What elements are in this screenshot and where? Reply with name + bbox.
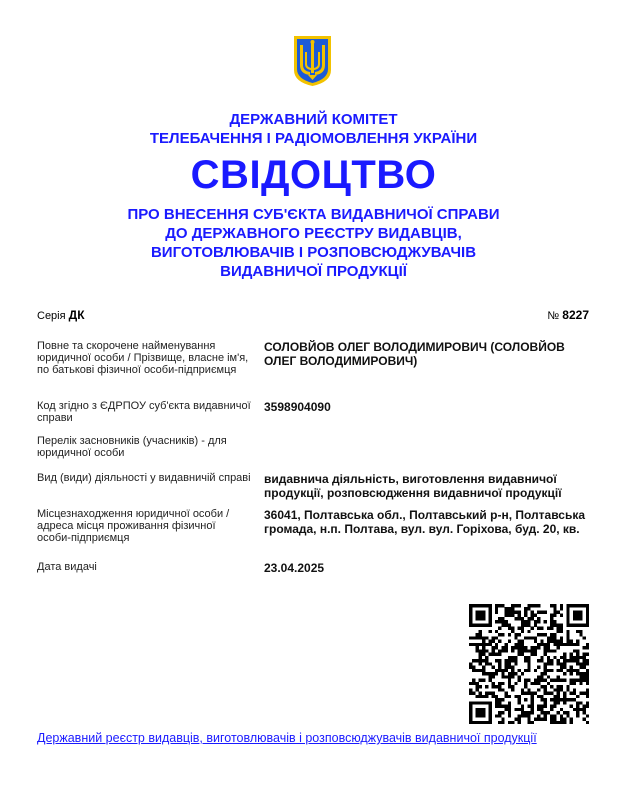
series-value: ДК — [68, 308, 85, 322]
subtitle-line-2: ДО ДЕРЖАВНОГО РЕЄСТРУ ВИДАВЦІВ, — [165, 225, 462, 242]
subtitle-line-1: ПРО ВНЕСЕННЯ СУБ'ЄКТА ВИДАВНИЧОЇ СПРАВИ — [127, 206, 500, 223]
activity-value: видавнича діяльність, виготовлення видавничої продукції, розповсюдження видавничої продукції — [264, 472, 562, 500]
address-label: Місцезнаходження юридичної особи / адреса місця проживання фізичної особи-підприємця — [37, 508, 230, 544]
subtitle-line-4: ВИДАВНИЧОЇ ПРОДУКЦІЇ — [220, 263, 407, 280]
code-label: Код згідно з ЄДРПОУ суб'єкта видавничої справи — [37, 400, 251, 424]
series — [37, 308, 85, 322]
certificate-subtitle — [0, 205, 627, 281]
name-label: Повне та скорочене найменування юридичної особи / Прізвище, власне ім'я, по батькові фізичної особи-підприємця — [37, 340, 249, 376]
qr-code-icon — [469, 604, 589, 724]
subtitle-line-3: ВИГОТОВЛЮВАЧІВ І РОЗПОВСЮДЖУВАЧІВ — [150, 244, 477, 261]
certificate-number — [547, 308, 589, 322]
registry-link[interactable]: Державний реєстр видавців, виготовлювачів і розповсюджувачів видавничої продукції — [37, 731, 537, 745]
code-value: 3598904090 — [264, 400, 331, 414]
committee-line-2: ТЕЛЕБАЧЕННЯ І РАДІОМОВЛЕННЯ УКРАЇНИ — [149, 130, 478, 147]
founders-label: Перелік засновників (учасників) - для юридичної особи — [37, 435, 227, 459]
activity-label: Вид (види) діяльності у видавничій справі — [37, 472, 251, 484]
series-label: Серія — [37, 310, 66, 322]
address-value: 36041, Полтавська обл., Полтавський р-н, Полтавська громада, н.п. Полтава, вул. вул. Горіхова, буд. 20, кв. — [264, 508, 586, 536]
number-label: № — [547, 310, 560, 322]
committee-line-1: ДЕРЖАВНИЙ КОМІТЕТ — [229, 111, 398, 128]
name-value: СОЛОВЙОВ ОЛЕГ ВОЛОДИМИРОВИЧ (СОЛОВЙОВ ОЛЕГ ВОЛОДИМИРОВИЧ) — [264, 340, 565, 368]
coat-of-arms-icon — [292, 34, 333, 88]
committee-name — [0, 110, 627, 148]
date-value: 23.04.2025 — [264, 561, 325, 575]
certificate-title: СВІДОЦТВО — [190, 153, 437, 197]
date-label: Дата видачі — [37, 561, 97, 573]
number-value: 8227 — [562, 308, 589, 322]
